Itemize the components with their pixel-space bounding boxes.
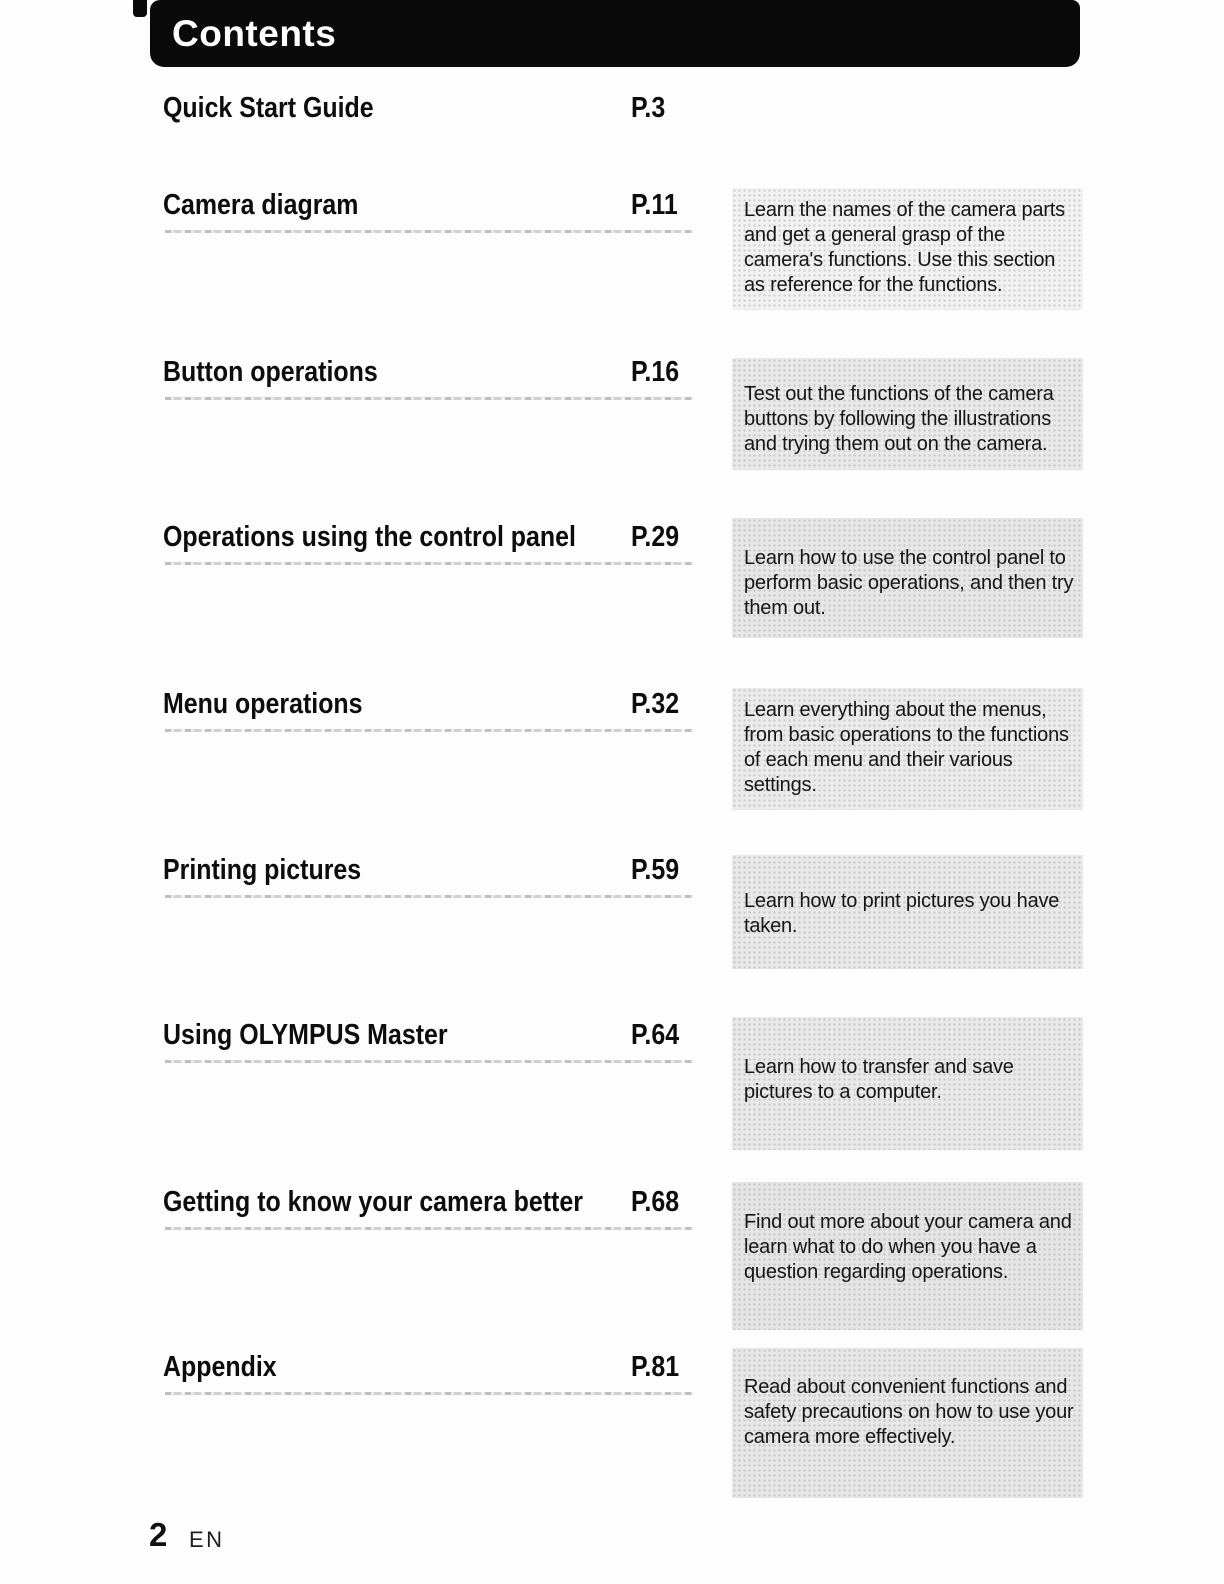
section-divider bbox=[165, 230, 693, 233]
section-title: Quick Start Guide bbox=[163, 92, 374, 124]
section-divider bbox=[165, 895, 693, 898]
toc-entry-button-operations bbox=[163, 356, 763, 404]
toc-entry-quick-start-guide bbox=[163, 92, 763, 140]
section-title: Printing pictures bbox=[163, 854, 362, 886]
section-page-number: P.59 bbox=[631, 854, 680, 886]
section-page-number: P.3 bbox=[631, 92, 666, 124]
section-description: Find out more about your camera and learn what to do when you have a question regarding operations. bbox=[732, 1182, 1083, 1330]
section-title: Using OLYMPUS Master bbox=[163, 1019, 448, 1051]
section-title: Button operations bbox=[163, 356, 378, 388]
toc-entry-camera-diagram bbox=[163, 189, 763, 237]
section-description: Test out the functions of the camera buttons by following the illustrations and trying them out on the camera. bbox=[732, 358, 1083, 470]
section-description: Learn the names of the camera parts and get a general grasp of the camera's functions. Use this section as reference for the functions. bbox=[732, 188, 1083, 310]
section-title: Appendix bbox=[163, 1351, 277, 1383]
section-description: Learn how to use the control panel to perform basic operations, and then try them out. bbox=[732, 518, 1083, 638]
section-divider bbox=[165, 397, 693, 400]
section-page-number: P.29 bbox=[631, 521, 680, 553]
footer-page-number: 2 bbox=[149, 1516, 168, 1553]
toc-entry-printing-pictures bbox=[163, 854, 763, 902]
section-divider bbox=[165, 1392, 693, 1395]
section-page-number: P.11 bbox=[631, 189, 678, 221]
section-title: Menu operations bbox=[163, 688, 363, 720]
scan-artifact-notch bbox=[133, 0, 147, 17]
section-page-number: P.68 bbox=[631, 1186, 680, 1218]
section-page-number: P.81 bbox=[631, 1351, 680, 1383]
section-divider bbox=[165, 729, 693, 732]
toc-entry-control-panel-operations bbox=[163, 521, 763, 569]
page-title: Contents bbox=[172, 12, 337, 54]
footer-language-code: EN bbox=[189, 1527, 225, 1552]
section-divider bbox=[165, 1060, 693, 1063]
toc-entry-know-your-camera bbox=[163, 1186, 763, 1234]
section-description: Read about convenient functions and safety precautions on how to use your camera more effectively. bbox=[732, 1348, 1083, 1498]
chapter-header-bar bbox=[150, 0, 1080, 67]
section-page-number: P.32 bbox=[631, 688, 680, 720]
section-description: Learn everything about the menus, from basic operations to the functions of each menu and their various settings. bbox=[732, 688, 1083, 810]
section-title: Getting to know your camera better bbox=[163, 1186, 583, 1218]
section-page-number: P.16 bbox=[631, 356, 680, 388]
section-divider bbox=[165, 562, 693, 565]
section-description: Learn how to print pictures you have taken. bbox=[732, 855, 1083, 969]
section-page-number: P.64 bbox=[631, 1019, 680, 1051]
section-divider bbox=[165, 1227, 693, 1230]
section-title: Operations using the control panel bbox=[163, 521, 576, 553]
toc-entry-appendix bbox=[163, 1351, 763, 1399]
toc-entry-menu-operations bbox=[163, 688, 763, 736]
section-title: Camera diagram bbox=[163, 189, 359, 221]
section-description: Learn how to transfer and save pictures to a computer. bbox=[732, 1017, 1083, 1150]
toc-entry-olympus-master bbox=[163, 1019, 763, 1067]
